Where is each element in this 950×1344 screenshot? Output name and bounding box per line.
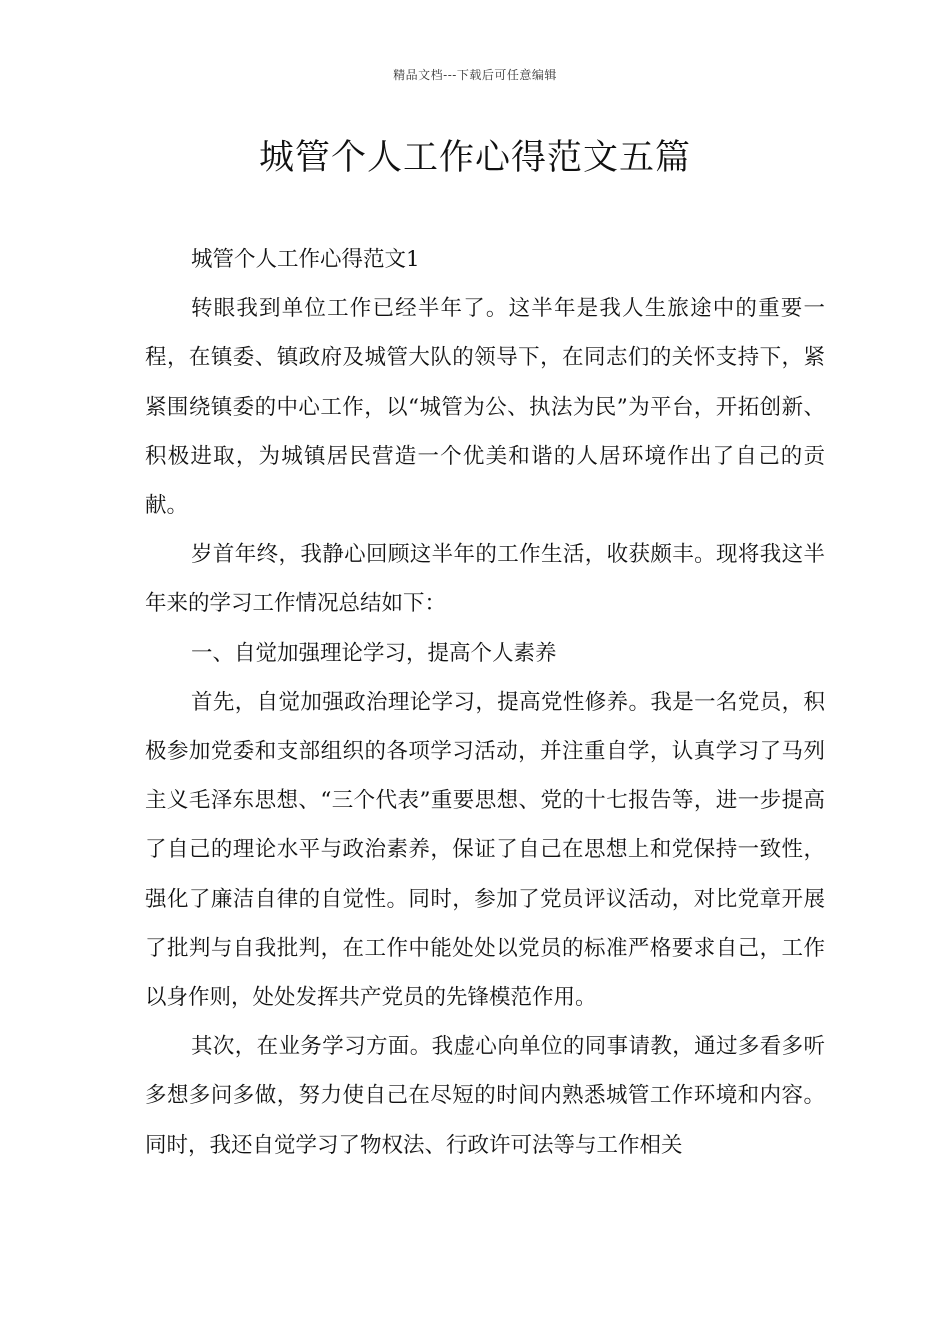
document-body <box>145 235 825 1170</box>
header-note: 精品文档---下载后可任意编辑 <box>393 68 557 82</box>
paragraph: 其次，在业务学习方面。我虚心向单位的同事请教，通过多看多听多想多问多做，努力使自己在尽短的时间内熟悉城管工作环境和内容。同时，我还自觉学习了物权法、行政许可法等与工作相关 <box>145 1034 825 1158</box>
paragraph: 岁首年终，我静心回顾这半年的工作生活，收获颇丰。现将我这半年来的学习工作情况总结如下： <box>145 542 825 617</box>
section-heading: 一、自觉加强理论学习，提高个人素养 <box>191 640 557 666</box>
section-subtitle: 城管个人工作心得范文1 <box>191 247 420 272</box>
paragraph: 转眼我到单位工作已经半年了。这半年是我人生旅途中的重要一程，在镇委、镇政府及城管大队的领导下，在同志们的关怀支持下，紧紧围绕镇委的中心工作，以“城管为公、执法为民”为平台，开拓创新、积极进取，为城镇居民营造一个优美和谐的人居环境作出了自己的贡献。 <box>145 296 825 519</box>
document-title: 城管个人工作心得范文五篇 <box>258 138 691 178</box>
paragraph: 首先，自觉加强政治理论学习，提高党性修养。我是一名党员，积极参加党委和支部组织的各项学习活动，并注重自学，认真学习了马列主义毛泽东思想、“三个代表”重要思想、党的十七报告等，进一步提高了自己的理论水平与政治素养，保证了自己在思想上和党保持一致性，强化了廉洁自律的自觉性。同时，参加了党员评议活动，对比党章开展了批判与自我批判，在工作中能处处以党员的标准严格要求自己，工作以身作则，处处发挥共产党员的先锋模范作用。 <box>145 689 825 1011</box>
